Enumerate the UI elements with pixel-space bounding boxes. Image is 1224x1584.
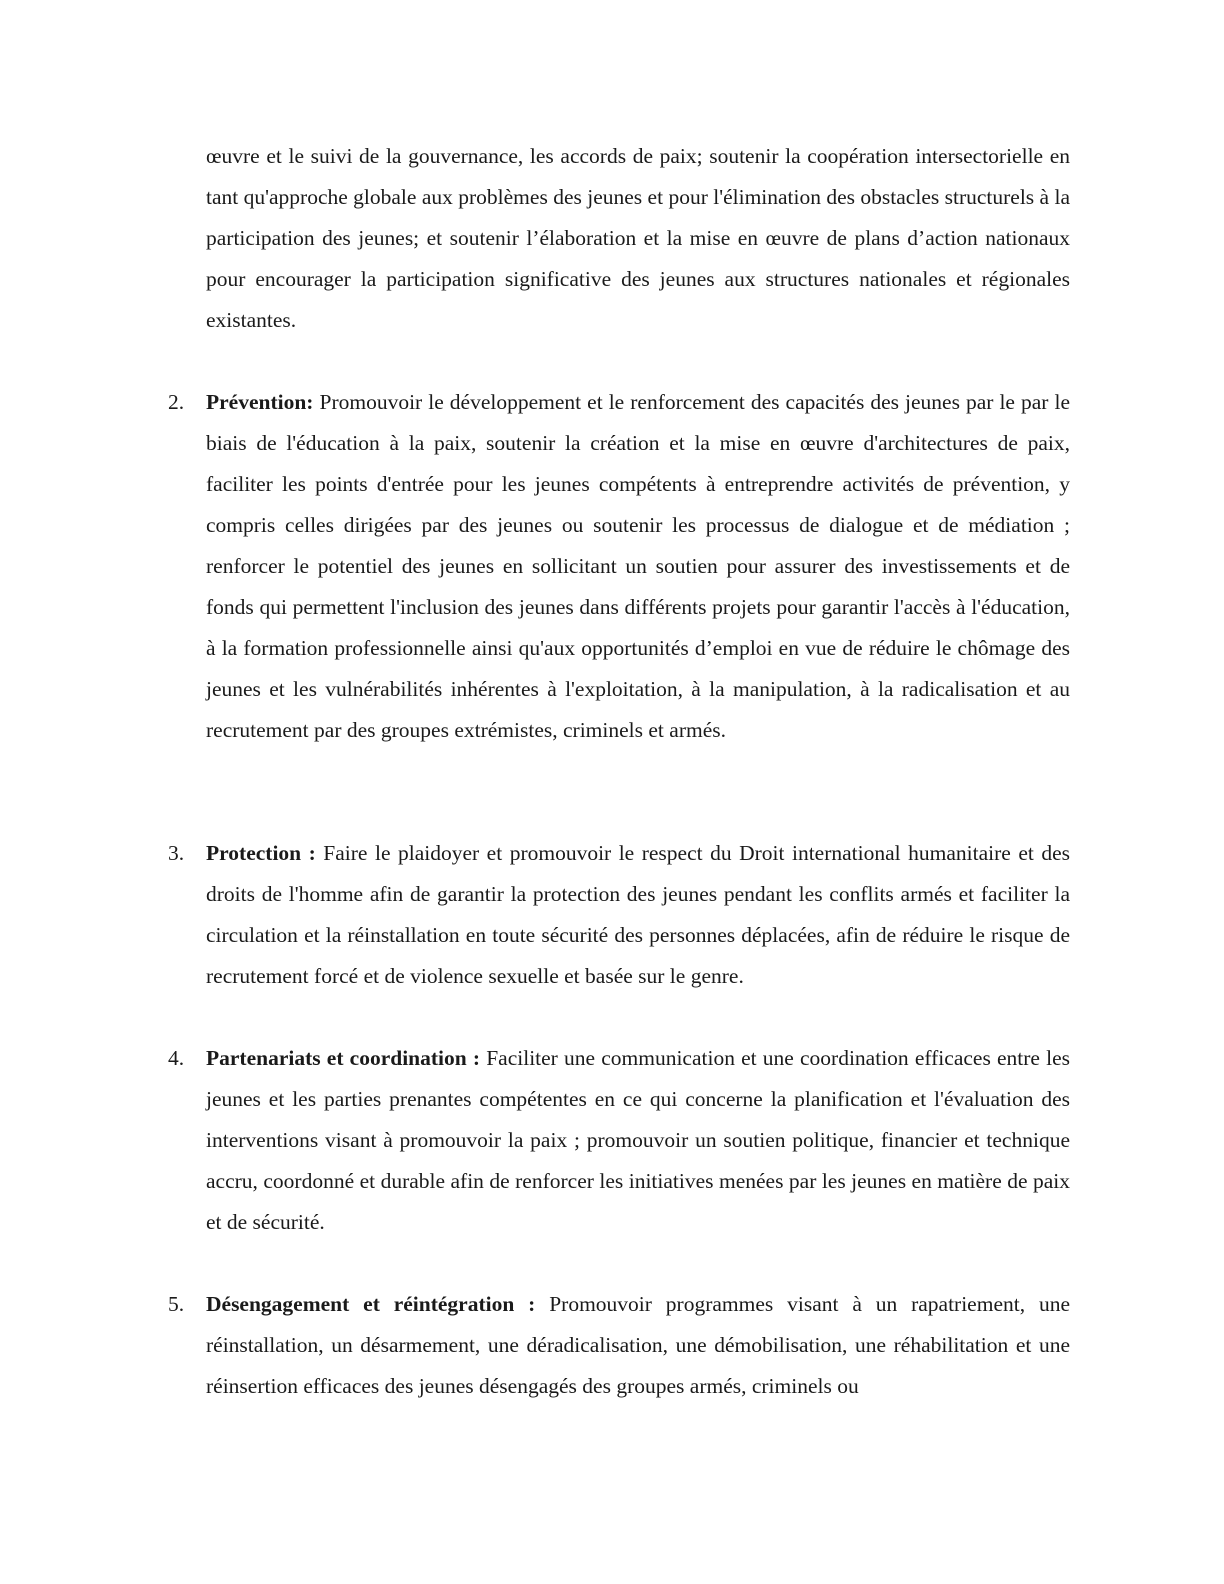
list-item-protection	[206, 833, 1070, 997]
list-item-term: Protection :	[206, 841, 316, 865]
list-number-4: 4.	[168, 1046, 185, 1070]
list-number-5: 5.	[168, 1292, 185, 1316]
list-item-text: Promouvoir programmes visant à un rapatriement, une réinstallation, un désarmement, une déradicalisation, une démobilisation, une réhabilitation et une réinsertion efficaces des jeunes désengagés des groupes armés, criminels ou	[206, 1292, 1070, 1398]
list-item-disengagement	[206, 1284, 1070, 1407]
list-number-2: 2.	[168, 390, 185, 414]
list-item-text: Faire le plaidoyer et promouvoir le respect du Droit international humanitaire et des droits de l'homme afin de garantir la protection des jeunes pendant les conflits armés et faciliter la circulation et la réinstallation en toute sécurité des personnes déplacées, afin de réduire le risque de recrutement forcé et de violence sexuelle et basée sur le genre.	[206, 841, 1070, 988]
list-number-3: 3.	[168, 841, 185, 865]
list-item-term: Désengagement et réintégration :	[206, 1292, 536, 1316]
list-item-term: Partenariats et coordination :	[206, 1046, 481, 1070]
list-item-term: Prévention:	[206, 390, 314, 414]
list-item-text: Promouvoir le développement et le renforcement des capacités des jeunes par le par le biais de l'éducation à la paix, soutenir la création et la mise en œuvre d'architectures de paix, faciliter les points d'entrée pour les jeunes compétents à entreprendre activités de prévention, y compris celles dirigées par des jeunes ou soutenir les processus de dialogue et de médiation ; renforcer le potentiel des jeunes en sollicitant un soutien pour assurer des investissements et de fonds qui permettent l'inclusion des jeunes dans différents projets pour garantir l'accès à l'éducation, à la formation professionnelle ainsi qu'aux opportunités d’emploi en vue de réduire le chômage des jeunes et les vulnérabilités inhérentes à l'exploitation, à la manipulation, à la radicalisation et au recrutement par des groupes extrémistes, criminels et armés.	[206, 390, 1070, 742]
list-item-partnerships	[206, 1038, 1070, 1243]
continuation-paragraph: œuvre et le suivi de la gouvernance, les accords de paix; soutenir la coopération intersectorielle en tant qu'approche globale aux problèmes des jeunes et pour l'élimination des obstacles structurels à la participation des jeunes; et soutenir l’élaboration et la mise en œuvre de plans d’action nationaux pour encourager la participation significative des jeunes aux structures nationales et régionales existantes.	[206, 144, 1070, 332]
list-item-text: Faciliter une communication et une coordination efficaces entre les jeunes et les parties prenantes compétentes en ce qui concerne la planification et l'évaluation des interventions visant à promouvoir la paix ; promouvoir un soutien politique, financier et technique accru, coordonné et durable afin de renforcer les initiatives menées par les jeunes en matière de paix et de sécurité.	[206, 1046, 1070, 1234]
list-item-prevention	[206, 382, 1070, 751]
